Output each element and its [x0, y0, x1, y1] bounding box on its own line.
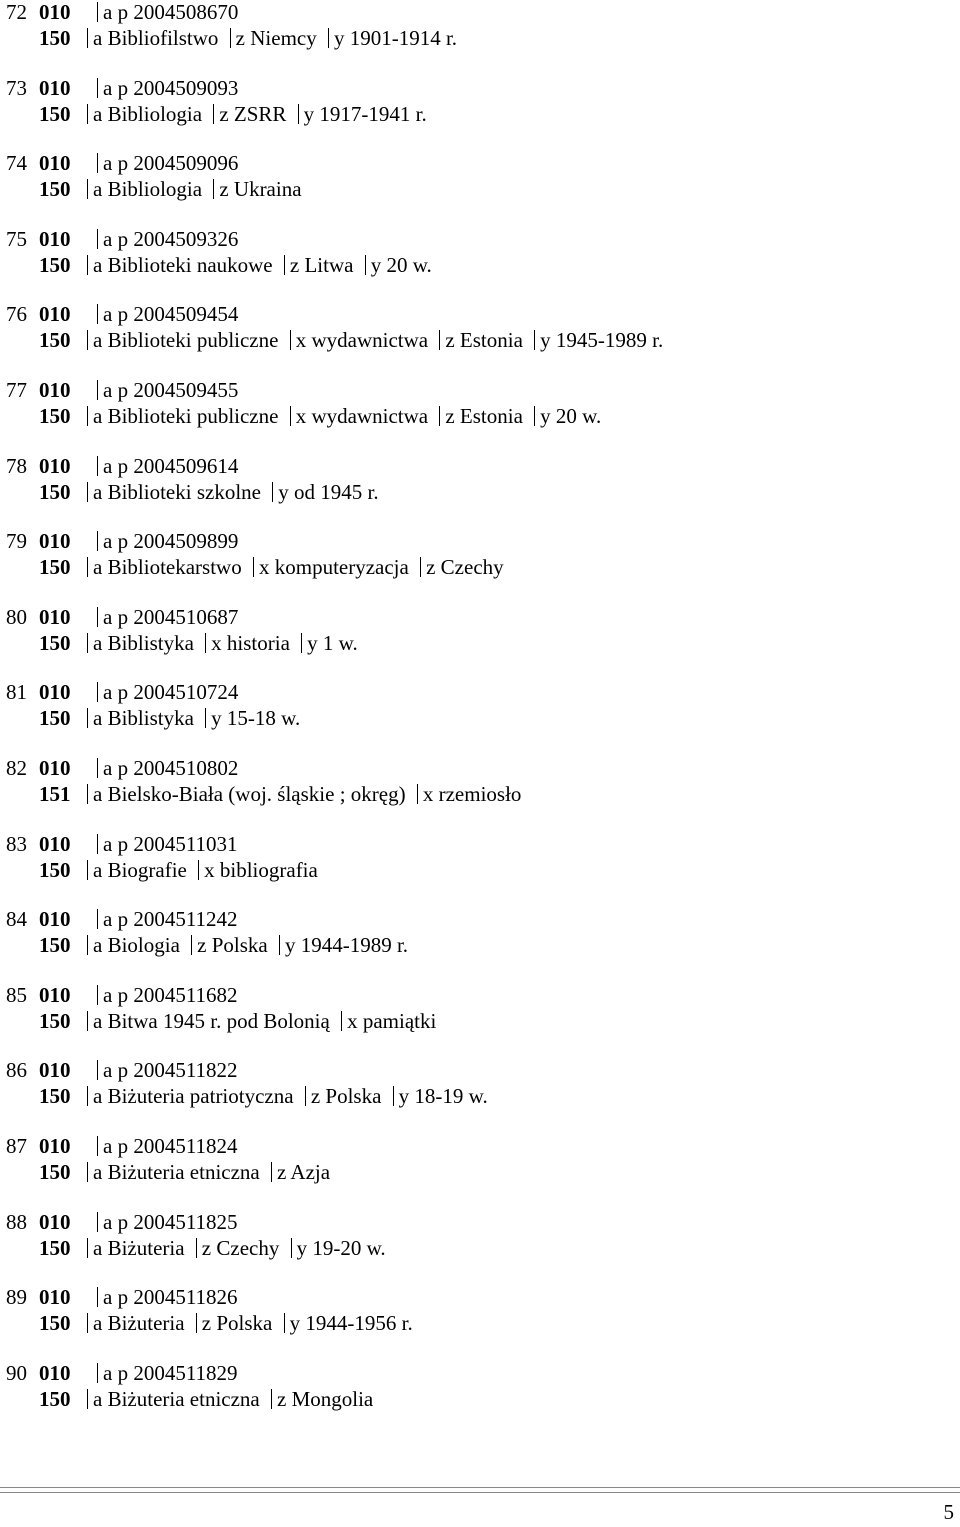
subfield-delimiter: [393, 1086, 394, 1106]
subfield: a Bibliofilstwo: [93, 26, 219, 50]
authority-record: [0, 227, 960, 279]
control-number: a p 2004509326: [103, 227, 239, 251]
subfield: z Estonia: [445, 328, 523, 352]
heading-field: [81, 1236, 386, 1261]
heading-field: [81, 1387, 373, 1412]
authority-record: [0, 1134, 960, 1186]
subfield-delimiter: [534, 330, 535, 350]
subfield-delimiter: [272, 482, 273, 502]
authority-record: [0, 529, 960, 581]
subfield: z Niemcy: [235, 26, 317, 50]
record-number: 75: [6, 227, 27, 251]
heading-field: [81, 328, 663, 353]
field-tag-heading: 150: [39, 706, 71, 730]
authority-record: [0, 1361, 960, 1413]
field-tag-010: 010: [39, 76, 71, 100]
authority-record: [0, 151, 960, 203]
subfield-delimiter: [87, 1162, 88, 1182]
subfield-delimiter: [97, 153, 98, 173]
subfield: y 15-18 w.: [211, 706, 301, 730]
record-number: 82: [6, 756, 27, 780]
subfield-delimiter: [417, 784, 418, 804]
subfield-delimiter: [420, 557, 421, 577]
subfield-delimiter: [87, 1086, 88, 1106]
control-number: a p 2004511826: [103, 1285, 238, 1309]
heading-field: [81, 555, 504, 580]
authority-record: [0, 907, 960, 959]
authority-record: [0, 302, 960, 354]
subfield-delimiter: [213, 104, 214, 124]
subfield-delimiter: [87, 708, 88, 728]
control-number: a p 2004511824: [103, 1134, 238, 1158]
subfield: a Biografie: [93, 858, 187, 882]
heading-field: [81, 858, 318, 883]
subfield-delimiter: [290, 406, 291, 426]
subfield: a Bibliologia: [93, 177, 203, 201]
control-number: a p 2004509096: [103, 151, 239, 175]
record-number: 76: [6, 302, 27, 326]
field-tag-010: 010: [39, 151, 71, 175]
field-tag-010: 010: [39, 832, 71, 856]
control-number-field: [91, 1285, 238, 1310]
field-tag-010: 010: [39, 756, 71, 780]
field-tag-010: 010: [39, 1134, 71, 1158]
authority-record: [0, 1285, 960, 1337]
field-tag-010: 010: [39, 454, 71, 478]
subfield: z Polska: [201, 1311, 273, 1335]
subfield-delimiter: [205, 708, 206, 728]
subfield: a Biżuteria patriotyczna: [93, 1084, 294, 1108]
subfield-delimiter: [87, 1313, 88, 1333]
subfield-delimiter: [284, 1313, 285, 1333]
subfield: x bibliografia: [204, 858, 318, 882]
subfield: z Polska: [197, 933, 268, 957]
authority-record: [0, 756, 960, 808]
subfield-delimiter: [97, 304, 98, 324]
subfield: y 1944-1956 r.: [289, 1311, 413, 1335]
record-number: 74: [6, 151, 27, 175]
subfield-delimiter: [290, 330, 291, 350]
subfield: z ZSRR: [219, 102, 287, 126]
control-number-field: [91, 76, 238, 101]
field-tag-010: 010: [39, 983, 71, 1007]
subfield: y 20 w.: [540, 404, 602, 428]
subfield-delimiter: [87, 557, 88, 577]
subfield: a Bibliologia: [93, 102, 203, 126]
control-number: a p 2004511031: [103, 832, 238, 856]
subfield-delimiter: [97, 1060, 98, 1080]
subfield-delimiter: [328, 28, 329, 48]
field-tag-010: 010: [39, 1210, 71, 1234]
control-number: a p 2004509093: [103, 76, 239, 100]
authority-record: [0, 832, 960, 884]
field-tag-010: 010: [39, 227, 71, 251]
heading-field: [81, 706, 300, 731]
control-number: a p 2004510687: [103, 605, 239, 629]
subfield: a Biblioteki publiczne: [93, 404, 279, 428]
field-tag-heading: 150: [39, 631, 71, 655]
record-number: 79: [6, 529, 27, 553]
control-number-field: [91, 756, 238, 781]
heading-field: [81, 26, 457, 51]
subfield: a Biżuteria: [93, 1311, 185, 1335]
subfield: x pamiątki: [347, 1009, 437, 1033]
record-number: 72: [6, 0, 27, 24]
field-tag-heading: 150: [39, 253, 71, 277]
subfield-delimiter: [87, 1011, 88, 1031]
authority-record: [0, 680, 960, 732]
subfield-delimiter: [301, 633, 302, 653]
field-tag-010: 010: [39, 907, 71, 931]
subfield-delimiter: [271, 1162, 272, 1182]
subfield-delimiter: [439, 406, 440, 426]
control-number-field: [91, 454, 238, 479]
record-number: 84: [6, 907, 27, 931]
subfield-delimiter: [213, 179, 214, 199]
subfield: y 1901-1914 r.: [333, 26, 458, 50]
subfield: a Biologia: [93, 933, 180, 957]
subfield-delimiter: [97, 531, 98, 551]
subfield: x komputeryzacja: [258, 555, 409, 579]
control-number: a p 2004511242: [103, 907, 238, 931]
record-number: 73: [6, 76, 27, 100]
heading-field: [81, 253, 432, 278]
field-tag-heading: 150: [39, 858, 71, 882]
field-tag-010: 010: [39, 1285, 71, 1309]
field-tag-heading: 150: [39, 404, 71, 428]
field-tag-010: 010: [39, 378, 71, 402]
subfield-delimiter: [97, 909, 98, 929]
subfield: a Biblistyka: [93, 706, 194, 730]
field-tag-heading: 150: [39, 1160, 71, 1184]
control-number-field: [91, 907, 238, 932]
subfield-delimiter: [87, 860, 88, 880]
record-number: 90: [6, 1361, 27, 1385]
subfield-delimiter: [97, 607, 98, 627]
record-number: 78: [6, 454, 27, 478]
subfield: y 20 w.: [370, 253, 432, 277]
subfield-delimiter: [341, 1011, 342, 1031]
control-number-field: [91, 0, 238, 25]
subfield: a Biblioteki szkolne: [93, 480, 261, 504]
field-tag-heading: 150: [39, 933, 71, 957]
subfield: a Bielsko-Biała (woj. śląskie ; okręg): [93, 782, 406, 806]
field-tag-heading: 150: [39, 1009, 71, 1033]
subfield-delimiter: [284, 255, 285, 275]
authority-record: [0, 1210, 960, 1262]
subfield: a Biżuteria etniczna: [93, 1160, 260, 1184]
control-number-field: [91, 605, 238, 630]
field-tag-heading: 150: [39, 1311, 71, 1335]
control-number: a p 2004509455: [103, 378, 239, 402]
subfield: z Czechy: [201, 1236, 280, 1260]
field-tag-010: 010: [39, 605, 71, 629]
control-number: a p 2004511825: [103, 1210, 238, 1234]
subfield: z Mongolia: [277, 1387, 374, 1411]
heading-field: [81, 631, 358, 656]
subfield: a Bitwa 1945 r. pod Bolonią: [93, 1009, 330, 1033]
authority-record: [0, 0, 960, 52]
subfield-delimiter: [97, 1363, 98, 1383]
subfield-delimiter: [87, 255, 88, 275]
record-number: 81: [6, 680, 27, 704]
field-tag-010: 010: [39, 1058, 71, 1082]
subfield-delimiter: [87, 482, 88, 502]
footer-divider: [0, 1487, 960, 1493]
heading-field: [81, 1009, 436, 1034]
subfield-delimiter: [291, 1238, 292, 1258]
field-tag-010: 010: [39, 1361, 71, 1385]
subfield: y 19-20 w.: [296, 1236, 386, 1260]
subfield-delimiter: [97, 1212, 98, 1232]
authority-record: [0, 983, 960, 1035]
field-tag-010: 010: [39, 302, 71, 326]
control-number-field: [91, 378, 238, 403]
field-tag-heading: 150: [39, 1387, 71, 1411]
authority-record: [0, 76, 960, 128]
subfield: y od 1945 r.: [278, 480, 379, 504]
subfield-delimiter: [87, 935, 88, 955]
subfield-delimiter: [196, 1238, 197, 1258]
control-number-field: [91, 1134, 238, 1159]
field-tag-heading: 150: [39, 480, 71, 504]
subfield: z Litwa: [289, 253, 354, 277]
subfield: a Biżuteria etniczna: [93, 1387, 260, 1411]
subfield-delimiter: [271, 1389, 272, 1409]
record-number: 80: [6, 605, 27, 629]
subfield-delimiter: [87, 104, 88, 124]
subfield-delimiter: [87, 633, 88, 653]
subfield: a Biblistyka: [93, 631, 194, 655]
control-number-field: [91, 1361, 238, 1386]
subfield: y 1944-1989 r.: [284, 933, 409, 957]
subfield-delimiter: [198, 860, 199, 880]
field-tag-heading: 150: [39, 1084, 71, 1108]
heading-field: [81, 102, 427, 127]
record-number: 88: [6, 1210, 27, 1234]
subfield-delimiter: [439, 330, 440, 350]
subfield-delimiter: [87, 1238, 88, 1258]
heading-field: [81, 1160, 330, 1185]
heading-field: [81, 404, 601, 429]
authority-record: [0, 1058, 960, 1110]
heading-field: [81, 480, 379, 505]
subfield-delimiter: [97, 229, 98, 249]
subfield: x historia: [211, 631, 290, 655]
control-number: a p 2004511829: [103, 1361, 238, 1385]
control-number-field: [91, 302, 238, 327]
authority-record: [0, 378, 960, 430]
control-number-field: [91, 680, 238, 705]
control-number-field: [91, 529, 238, 554]
subfield: x rzemiosło: [422, 782, 522, 806]
record-number: 87: [6, 1134, 27, 1158]
subfield: a Biblioteki publiczne: [93, 328, 279, 352]
subfield: x wydawnictwa: [295, 328, 429, 352]
heading-field: [81, 933, 408, 958]
subfield: a Biżuteria: [93, 1236, 185, 1260]
field-tag-heading: 150: [39, 102, 71, 126]
heading-field: [81, 177, 302, 202]
subfield-delimiter: [305, 1086, 306, 1106]
field-tag-heading: 150: [39, 26, 71, 50]
subfield: y 18-19 w.: [398, 1084, 488, 1108]
field-tag-010: 010: [39, 529, 71, 553]
control-number: a p 2004510802: [103, 756, 239, 780]
record-number: 77: [6, 378, 27, 402]
authority-record: [0, 454, 960, 506]
field-tag-010: 010: [39, 680, 71, 704]
record-number: 86: [6, 1058, 27, 1082]
control-number-field: [91, 1058, 238, 1083]
subfield: z Estonia: [445, 404, 523, 428]
subfield-delimiter: [87, 28, 88, 48]
control-number: a p 2004510724: [103, 680, 239, 704]
field-tag-heading: 150: [39, 328, 71, 352]
page-number: 5: [943, 1500, 954, 1524]
subfield: x wydawnictwa: [295, 404, 429, 428]
subfield-delimiter: [97, 758, 98, 778]
subfield-delimiter: [87, 330, 88, 350]
subfield-delimiter: [87, 784, 88, 804]
record-number: 85: [6, 983, 27, 1007]
field-tag-heading: 150: [39, 1236, 71, 1260]
subfield-delimiter: [97, 380, 98, 400]
control-number-field: [91, 227, 238, 252]
subfield-delimiter: [87, 179, 88, 199]
subfield-delimiter: [97, 456, 98, 476]
subfield-delimiter: [205, 633, 206, 653]
control-number-field: [91, 983, 238, 1008]
control-number: a p 2004511822: [103, 1058, 238, 1082]
subfield-delimiter: [97, 985, 98, 1005]
field-tag-heading: 150: [39, 555, 71, 579]
subfield: z Polska: [310, 1084, 382, 1108]
subfield-delimiter: [196, 1313, 197, 1333]
subfield: z Ukraina: [219, 177, 302, 201]
subfield: a Biblioteki naukowe: [93, 253, 273, 277]
control-number: a p 2004509614: [103, 454, 239, 478]
heading-field: [81, 1311, 413, 1336]
field-tag-heading: 150: [39, 177, 71, 201]
authority-record: [0, 605, 960, 657]
subfield-delimiter: [253, 557, 254, 577]
record-number: 83: [6, 832, 27, 856]
control-number: a p 2004509454: [103, 302, 239, 326]
subfield-delimiter: [534, 406, 535, 426]
subfield-delimiter: [191, 935, 192, 955]
subfield-delimiter: [97, 1136, 98, 1156]
record-number: 89: [6, 1285, 27, 1309]
heading-field: [81, 1084, 488, 1109]
field-tag-010: 010: [39, 0, 71, 24]
subfield: y 1917-1941 r.: [303, 102, 427, 126]
subfield-delimiter: [298, 104, 299, 124]
control-number: a p 2004509899: [103, 529, 239, 553]
control-number-field: [91, 832, 238, 857]
control-number-field: [91, 1210, 238, 1235]
subfield-delimiter: [87, 406, 88, 426]
subfield-delimiter: [87, 1389, 88, 1409]
subfield: z Azja: [277, 1160, 331, 1184]
subfield: z Czechy: [426, 555, 504, 579]
subfield-delimiter: [97, 78, 98, 98]
subfield: y 1 w.: [307, 631, 358, 655]
subfield-delimiter: [365, 255, 366, 275]
subfield-delimiter: [230, 28, 231, 48]
subfield-delimiter: [97, 2, 98, 22]
subfield-delimiter: [97, 682, 98, 702]
subfield-delimiter: [279, 935, 280, 955]
subfield: a Bibliotekarstwo: [93, 555, 242, 579]
subfield-delimiter: [97, 1287, 98, 1307]
control-number-field: [91, 151, 238, 176]
control-number: a p 2004508670: [103, 0, 239, 24]
heading-field: [81, 782, 521, 807]
field-tag-heading: 151: [39, 782, 71, 806]
control-number: a p 2004511682: [103, 983, 238, 1007]
subfield: y 1945-1989 r.: [540, 328, 664, 352]
subfield-delimiter: [97, 834, 98, 854]
